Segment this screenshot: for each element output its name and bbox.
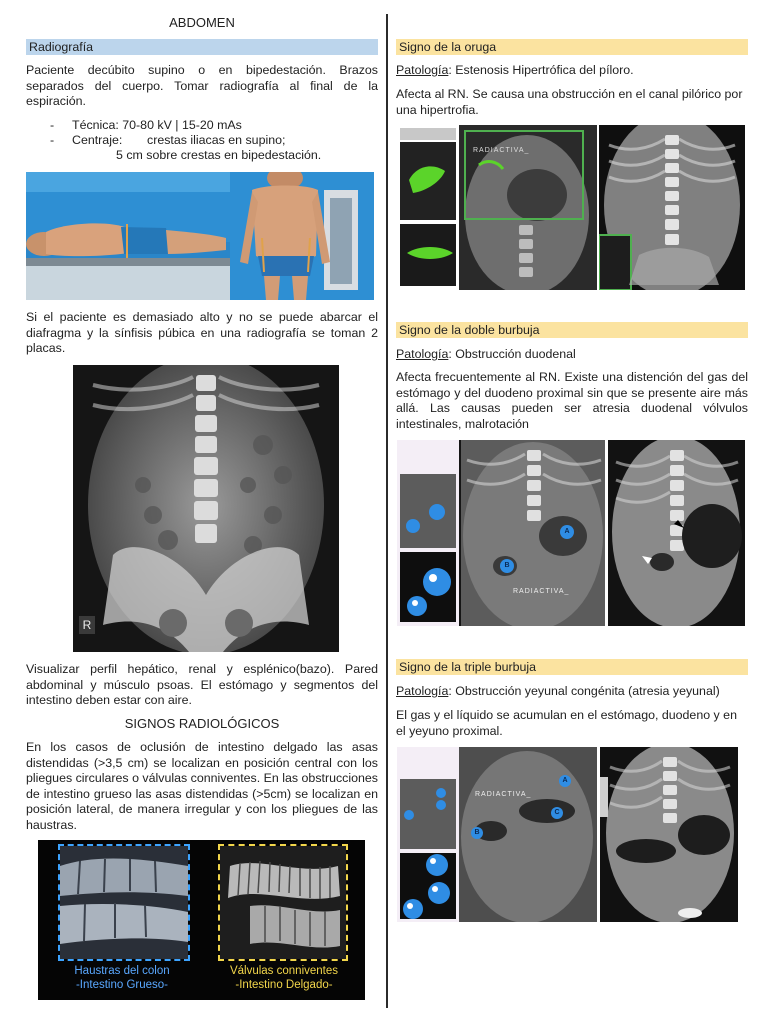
caption-valvulas [208,964,360,992]
patologia-value: : Obstrucción yeyunal congénita (atresia yeyunal) [448,684,720,698]
triple-xray-composite [397,747,597,922]
triple-xray-full [600,747,738,922]
haustras-image-frame [58,844,190,961]
watermark-text: RADIACTIVA_ [473,147,530,154]
patologia-value: : Obstrucción duodenal [448,347,576,361]
triple-description: El gas y el líquido se acumulan en el estómago, duodeno y en el yeyuno proximal. [396,708,737,738]
doble-xray-composite [397,440,605,626]
centraje-value-2: 5 cm sobre crestas en bipedestación. [116,148,322,162]
bullet-dash: - [50,118,55,132]
signos-paragraph: En los casos de oclusión de intestino delgado las asas distendidas (>3,5 cm) se localizan en posición central con los pliegues circulares o válvulas conniventes. En las obstrucciones de intestino grueso las asas distendidas (>5cm) se localizan en posición lateral, de manera irregular y con los pliegues de las haustras. [26,740,378,832]
oruga-patologia [396,63,748,79]
caption-valvulas-line2: -Intestino Delgado- [235,979,333,991]
intro-paragraph: Paciente decúbito supino o en bipedestación. Brazos separados del cuerpo. Tomar radiografía al final de la espiración. [26,63,378,109]
xray-abdomen-ap [73,365,339,652]
bubble-label-b: B [474,829,480,836]
doble-patologia [396,347,748,363]
caption-valvulas-line1: Válvulas conniventes [229,965,339,977]
xray-side-marker: R [79,616,95,634]
caption-haustras [38,964,206,992]
bubble-label-c: C [554,809,560,816]
oruga-xray-full [599,125,745,290]
centraje-label: Centraje: [72,133,123,147]
bullet-dash: - [50,133,55,147]
bubble-label-a: A [562,777,568,784]
two-plates-paragraph: Si el paciente es demasiado alto y no se puede abarcar el diafragma y la sínfisis púbica en una radiografía se toman 2 placas. [26,310,378,356]
visualizar-paragraph: Visualizar perfil hepático, renal y esplénico(bazo). Pared abdominal y músculo psoas. El estómago y segmentos del intestino deben estar con aire. [26,662,378,708]
triple-patologia [396,684,748,700]
bubble-label-a: A [564,528,570,535]
bubble-label-b: B [504,562,510,569]
valvulas-image-frame [218,844,348,961]
photo-patient-standing [230,172,374,300]
photo-patient-supine [26,172,230,300]
patologia-label: Patología [396,347,449,361]
patologia-label: Patología [396,63,449,77]
centraje-value: crestas iliacas en supino; [147,133,286,147]
section-band-oruga: Signo de la oruga [396,39,748,55]
signos-heading: SIGNOS RADIOLÓGICOS [124,716,280,731]
section-band-triple-burbuja: Signo de la triple burbuja [396,659,748,675]
page-title: ABDOMEN [169,15,235,30]
patologia-value: : Estenosis Hipertrófica del píloro. [448,63,634,77]
bowel-comparison-panel [38,840,365,1000]
section-band-radiografia: Radiografía [26,39,378,55]
doble-description: Afecta frecuentemente al RN. Existe una distención del gas del estómago y del duodeno proximal sin que se presente aire más allá. Las causas pueden ser atresia duodenal vólvulos intestinales, malrotación [396,370,748,431]
watermark-text: RADIACTIVA_ [475,791,532,798]
caption-haustras-line2: -Intestino Grueso- [75,979,169,991]
oruga-xray-composite [397,125,597,290]
patologia-label: Patología [396,684,449,698]
watermark-text: RADIACTIVA_ [513,588,570,595]
oruga-description: Afecta al RN. Se causa una obstrucción en el canal pilórico por una hipertrofia. [396,87,743,117]
column-divider [386,14,388,1008]
tecnica-text: Técnica: 70-80 kV | 15-20 mAs [72,118,242,132]
section-band-doble-burbuja: Signo de la doble burbuja [396,322,748,338]
doble-xray-full [608,440,745,626]
caption-haustras-line1: Haustras del colon [74,965,170,977]
